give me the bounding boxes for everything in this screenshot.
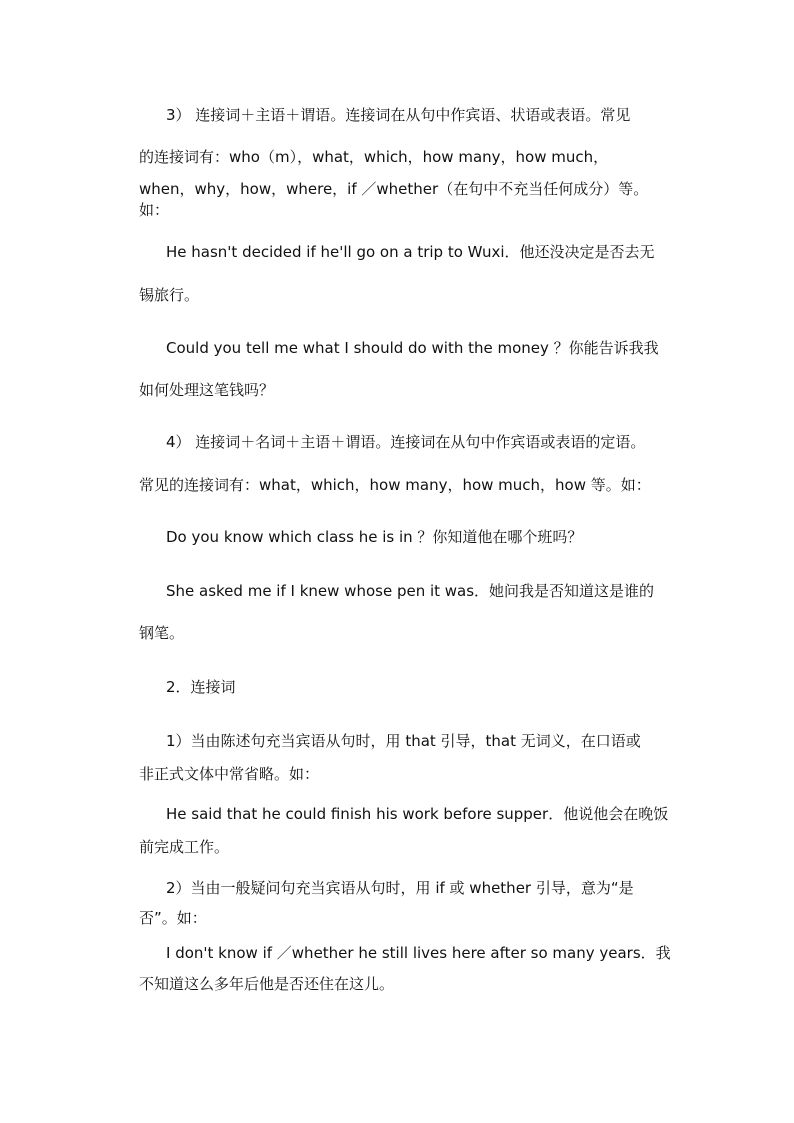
text-line: 4） 连接词＋名词＋主语＋谓语。连接词在从句中作宾语或表语的定语。: [166, 433, 646, 451]
text-line: 非正式文体中常省略。如：: [139, 765, 320, 783]
text-line: 常见的连接词有：what，which，how many，how much，how 等。如：: [139, 476, 651, 494]
text-line: when，why，how，where，if ／whether（在句中不充当任何成分）等。: [139, 180, 649, 198]
text-line: 钢笔。: [139, 624, 185, 642]
text-line: He said that he could finish his work before supper．他说他会在晚饭: [166, 805, 669, 823]
text-line: 的连接词有：who（m），what，which，how many，how much，: [139, 148, 609, 166]
text-line: Could you tell me what I should do with the money ？你能告诉我我: [166, 339, 659, 357]
text-line: 否”。如：: [139, 909, 207, 927]
text-line: I don't know if ／whether he still lives here after so many years．我: [166, 944, 671, 962]
text-line: 锡旅行。: [139, 286, 200, 304]
text-line: He hasn't decided if he'll go on a trip to Wuxi．他还没决定是否去无: [166, 243, 655, 261]
text-line: 3） 连接词＋主语＋谓语。连接词在从句中作宾语、状语或表语。常见: [166, 106, 631, 124]
text-line: 如：: [139, 201, 170, 219]
text-line: She asked me if I knew whose pen it was．她问我是否知道这是谁的: [166, 582, 655, 600]
text-line: 不知道这么多年后他是否还住在这儿。: [139, 975, 395, 993]
text-line: 2）当由一般疑问句充当宾语从句时，用 if 或 whether 引导，意为“是: [166, 879, 634, 897]
text-line: 1）当由陈述句充当宾语从句时，用 that 引导，that 无词义，在口语或: [166, 732, 641, 750]
section-heading: 2．连接词: [166, 678, 236, 696]
text-line: 前完成工作。: [139, 838, 230, 856]
text-line: Do you know which class he is in ？你知道他在哪个班吗？: [166, 528, 583, 546]
text-line: 如何处理这笔钱吗？: [139, 381, 275, 399]
